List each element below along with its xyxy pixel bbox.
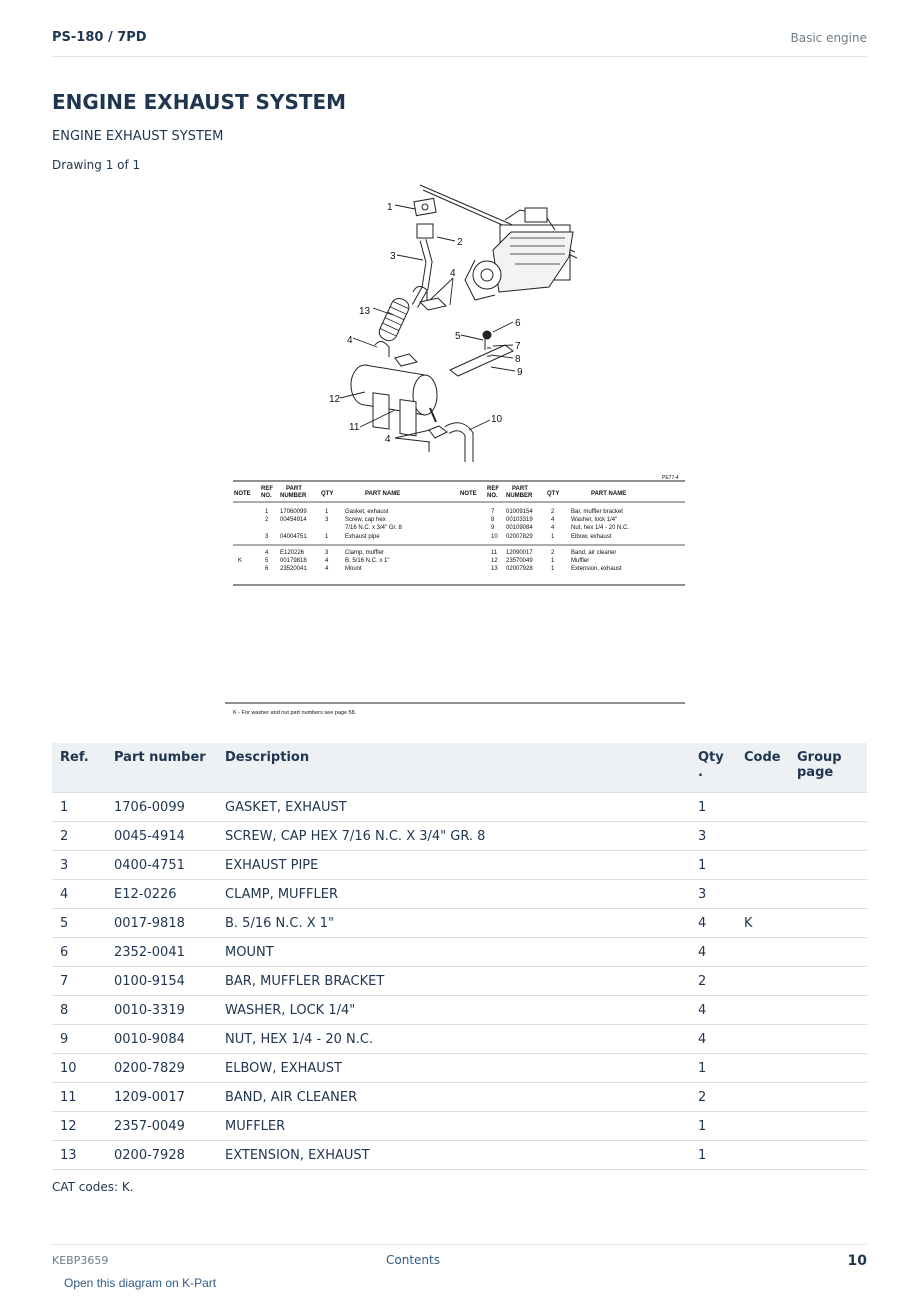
legend-header: REF [487, 486, 499, 492]
legend-cell: Clamp, muffler [345, 550, 384, 556]
legend-cell: 3 [265, 534, 269, 540]
cell-code [736, 1083, 789, 1112]
callout-label: 11 [349, 422, 360, 433]
table-row [52, 1083, 867, 1112]
cell-part: 2352-0041 [106, 938, 217, 967]
cell-qty: 1 [690, 851, 736, 880]
col-description: Description [217, 743, 690, 793]
cell-code [736, 822, 789, 851]
cell-group [789, 822, 867, 851]
cell-group [789, 938, 867, 967]
page-footer [52, 1244, 867, 1275]
cell-code [736, 938, 789, 967]
legend-header: NOTE [460, 491, 477, 497]
cell-desc: BAR, MUFFLER BRACKET [217, 967, 690, 996]
table-row [52, 1141, 867, 1170]
legend-cell: 01009154 [506, 509, 533, 515]
table-header-row [52, 743, 867, 793]
table-row [52, 1054, 867, 1083]
legend-cell: 23570049 [506, 558, 533, 564]
cell-qty: 2 [690, 967, 736, 996]
callout-label: 5 [455, 331, 461, 342]
cell-part: 0100-9154 [106, 967, 217, 996]
exhaust-pipe-drawing [375, 198, 446, 366]
cell-group [789, 1083, 867, 1112]
legend-cell: 00109084 [506, 525, 533, 531]
legend-header: PART NAME [365, 491, 401, 497]
legend-cell: 23520041 [280, 566, 307, 572]
cell-ref: 7 [52, 967, 106, 996]
legend-cell: Washer, lock 1/4" [571, 517, 618, 523]
callout-label: 4 [347, 335, 353, 346]
cell-desc: EXTENSION, EXHAUST [217, 1141, 690, 1170]
callout-label: 4 [385, 434, 391, 445]
legend-cell: 1 [551, 534, 555, 540]
cell-ref: 4 [52, 880, 106, 909]
cell-group [789, 967, 867, 996]
table-row [52, 967, 867, 996]
legend-cell: K [238, 558, 243, 564]
legend-cell: 17060099 [280, 509, 307, 515]
callout-label: 8 [515, 354, 521, 365]
cell-desc: MUFFLER [217, 1112, 690, 1141]
callout-label: 4 [450, 268, 456, 279]
cell-qty: 3 [690, 822, 736, 851]
page-title: ENGINE EXHAUST SYSTEM [52, 90, 347, 114]
cell-part: 1209-0017 [106, 1083, 217, 1112]
cell-group [789, 1025, 867, 1054]
legend-cell: B. 5/16 N.C. x 1" [345, 558, 390, 564]
legend-cell: 7/16 N.C. x 3/4" Gr. 8 [345, 525, 402, 531]
cell-group [789, 851, 867, 880]
cell-qty: 1 [690, 1054, 736, 1083]
table-row [52, 1112, 867, 1141]
col-group-page: Group page [789, 743, 867, 793]
cell-group [789, 996, 867, 1025]
engine-drawing [420, 185, 577, 300]
legend-cell: Exhaust pipe [345, 534, 380, 540]
cell-ref: 11 [52, 1083, 106, 1112]
cell-group [789, 1141, 867, 1170]
legend-cell: 4 [325, 558, 329, 564]
col-ref: Ref. [52, 743, 106, 793]
cell-qty: 1 [690, 1112, 736, 1141]
legend-cell: Elbow, exhaust [571, 534, 612, 540]
exploded-diagram [225, 180, 695, 720]
legend-cell: 02007928 [506, 566, 533, 572]
cell-code [736, 1054, 789, 1083]
parts-table [52, 743, 867, 1170]
cell-part: 0010-9084 [106, 1025, 217, 1054]
table-row [52, 1025, 867, 1054]
legend-cell: 5 [265, 558, 269, 564]
legend-cell: 00454914 [280, 517, 307, 523]
cell-desc: SCREW, CAP HEX 7/16 N.C. X 3/4" GR. 8 [217, 822, 690, 851]
legend-cell: 9 [491, 525, 495, 531]
cell-desc: GASKET, EXHAUST [217, 793, 690, 822]
callout-label: 1 [387, 202, 393, 213]
legend-header: QTY [547, 491, 560, 497]
legend-header: NUMBER [506, 493, 533, 499]
cell-part: 1706-0099 [106, 793, 217, 822]
cell-desc: EXHAUST PIPE [217, 851, 690, 880]
callout-label: 3 [390, 251, 396, 262]
legend-cell: 13 [491, 566, 498, 572]
page-number: 10 [847, 1253, 867, 1269]
cell-part: 0010-3319 [106, 996, 217, 1025]
legend-cell: Band, air cleaner [571, 550, 617, 556]
cell-ref: 2 [52, 822, 106, 851]
legend-cell: Muffler [571, 558, 590, 564]
callout-label: 9 [517, 367, 523, 378]
elbow-drawing [429, 426, 469, 462]
contents-link[interactable]: Contents [386, 1253, 440, 1267]
callout-label: 10 [491, 414, 503, 425]
legend-cell: 2 [551, 509, 555, 515]
cell-group [789, 1112, 867, 1141]
cell-desc: BAND, AIR CLEANER [217, 1083, 690, 1112]
cell-part: 0017-9818 [106, 909, 217, 938]
legend-cell: 2 [551, 550, 555, 556]
cell-ref: 6 [52, 938, 106, 967]
legend-header: PART [286, 486, 302, 492]
legend-cell: 1 [265, 509, 269, 515]
legend-cell: 1 [551, 558, 555, 564]
cell-ref: 3 [52, 851, 106, 880]
cell-part: 0200-7928 [106, 1141, 217, 1170]
cell-ref: 8 [52, 996, 106, 1025]
callout-label: 6 [515, 318, 521, 329]
legend-cell: Gasket, exhaust [345, 509, 389, 515]
legend-cell: Extension, exhaust [571, 566, 622, 572]
legend-cell: 10 [491, 534, 498, 540]
legend-cell: Mount [345, 566, 362, 572]
cell-code [736, 880, 789, 909]
cell-part: 2357-0049 [106, 1112, 217, 1141]
legend-cell: 4 [551, 517, 555, 523]
legend-cell: 11 [491, 550, 498, 556]
legend-cell: 12090017 [506, 550, 533, 556]
cell-group [789, 880, 867, 909]
cell-part: E12-0226 [106, 880, 217, 909]
cell-desc: CLAMP, MUFFLER [217, 880, 690, 909]
legend-header: NO. [487, 493, 498, 499]
cell-code [736, 1141, 789, 1170]
callout-label: 7 [515, 341, 521, 352]
callout-label: 13 [359, 306, 371, 317]
cell-part: 0200-7829 [106, 1054, 217, 1083]
col-qty: Qty . [690, 743, 736, 793]
table-row [52, 909, 867, 938]
table-row [52, 880, 867, 909]
cell-code [736, 996, 789, 1025]
legend-cell: 04004751 [280, 534, 307, 540]
legend-cell: 4 [325, 566, 329, 572]
legend-cell: 12 [491, 558, 498, 564]
cell-part: 0045-4914 [106, 822, 217, 851]
cell-qty: 4 [690, 938, 736, 967]
legend-cell: 8 [491, 517, 495, 523]
legend-header: PART [512, 486, 528, 492]
legend-cell: 1 [551, 566, 555, 572]
cell-qty: 1 [690, 793, 736, 822]
legend-cell: 3 [325, 517, 329, 523]
cell-qty: 4 [690, 909, 736, 938]
cell-group [789, 1054, 867, 1083]
cell-ref: 10 [52, 1054, 106, 1083]
cell-group [789, 793, 867, 822]
legend-cell: 2 [265, 517, 269, 523]
section-label: Basic engine [790, 31, 867, 45]
legend-cell: 1 [325, 534, 329, 540]
legend-cell: 00103319 [506, 517, 533, 523]
legend-cell: 4 [551, 525, 555, 531]
cell-code [736, 1112, 789, 1141]
cell-desc: WASHER, LOCK 1/4" [217, 996, 690, 1025]
diagram-legend [225, 475, 685, 716]
cell-ref: 1 [52, 793, 106, 822]
model-label: PS-180 / 7PD [52, 30, 147, 45]
cat-codes: CAT codes: K. [52, 1180, 134, 1194]
cell-group [789, 909, 867, 938]
table-row [52, 996, 867, 1025]
cell-ref: 9 [52, 1025, 106, 1054]
legend-footnote: K - For washer and nut part numbers see page 58. [233, 710, 357, 716]
page-subtitle: ENGINE EXHAUST SYSTEM [52, 129, 224, 144]
cell-desc: MOUNT [217, 938, 690, 967]
cell-ref: 12 [52, 1112, 106, 1141]
cell-desc: B. 5/16 N.C. X 1" [217, 909, 690, 938]
cell-code: K [736, 909, 789, 938]
table-row [52, 793, 867, 822]
legend-header: NUMBER [280, 493, 307, 499]
cell-desc: NUT, HEX 1/4 - 20 N.C. [217, 1025, 690, 1054]
legend-cell: 02007829 [506, 534, 533, 540]
legend-cell: Bar, muffler bracket [571, 509, 623, 515]
cell-qty: 4 [690, 996, 736, 1025]
col-code: Code [736, 743, 789, 793]
callout-label: 12 [329, 394, 341, 405]
cell-code [736, 1025, 789, 1054]
cell-code [736, 793, 789, 822]
doc-code: KEBP3659 [52, 1254, 109, 1267]
legend-cell: E120226 [280, 550, 305, 556]
cell-qty: 4 [690, 1025, 736, 1054]
legend-cell: 3 [325, 550, 329, 556]
legend-cell: Nut, hex 1/4 - 20 N.C. [571, 525, 630, 531]
cell-ref: 13 [52, 1141, 106, 1170]
page-header [52, 28, 867, 57]
cell-code [736, 851, 789, 880]
legend-header: PART NAME [591, 491, 627, 497]
legend-header: REF [261, 486, 273, 492]
cell-qty: 1 [690, 1141, 736, 1170]
legend-header: NO. [261, 493, 272, 499]
table-row [52, 851, 867, 880]
legend-header: QTY [321, 491, 334, 497]
kpart-link[interactable]: Open this diagram on K-Part [64, 1276, 217, 1290]
cell-part: 0400-4751 [106, 851, 217, 880]
legend-cell: 7 [491, 509, 495, 515]
cell-ref: 5 [52, 909, 106, 938]
legend-cell: 4 [265, 550, 269, 556]
callout-label: 2 [457, 237, 463, 248]
cell-desc: ELBOW, EXHAUST [217, 1054, 690, 1083]
cell-code [736, 967, 789, 996]
table-row [52, 822, 867, 851]
legend-cell: 1 [325, 509, 329, 515]
figure-code: PE77-4 [662, 475, 679, 481]
col-part-number: Part number [106, 743, 217, 793]
legend-cell: 6 [265, 566, 269, 572]
drawing-count: Drawing 1 of 1 [52, 158, 141, 172]
legend-header: NOTE [234, 491, 251, 497]
cell-qty: 3 [690, 880, 736, 909]
legend-cell: 00179818 [280, 558, 307, 564]
cell-qty: 2 [690, 1083, 736, 1112]
legend-cell: Screw, cap hex [345, 517, 386, 523]
table-row [52, 938, 867, 967]
